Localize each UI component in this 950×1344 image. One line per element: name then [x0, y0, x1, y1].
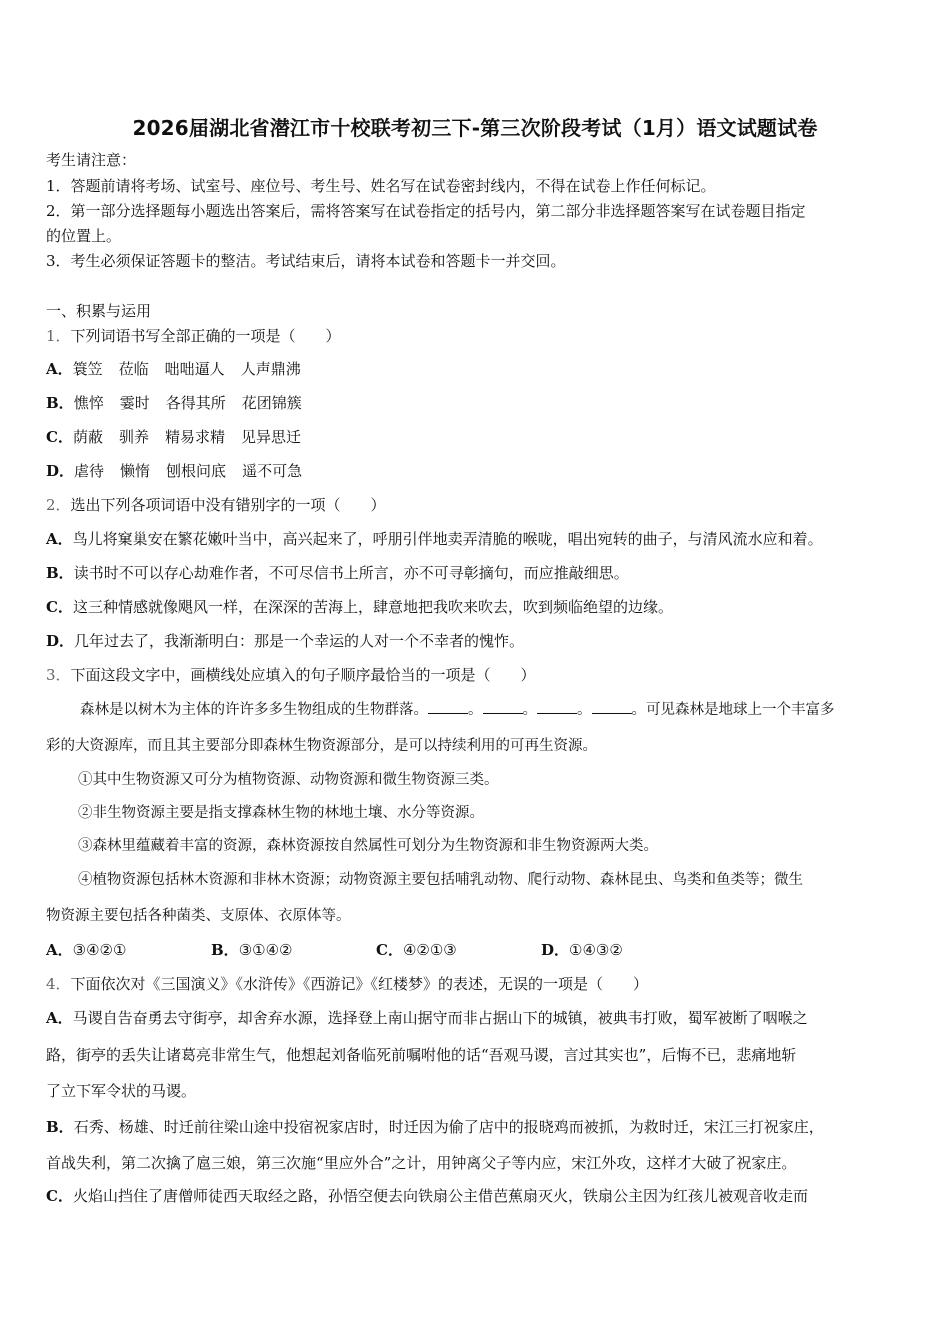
option-d[interactable]	[46, 461, 318, 481]
notice-item: 3．考生必须保证答题卡的整洁。考试结束后，请将本试卷和答题卡一并交回。	[46, 252, 566, 270]
page-title: 2026届湖北省潜江市十校联考初三下-第三次阶段考试（1月）语文试题试卷	[132, 116, 818, 140]
option-word: 见异思迁	[241, 428, 302, 446]
option-label: C．	[46, 1187, 73, 1205]
option-a-continued: 路，街亭的丢失让诸葛亮非常生气，他想起刘备临死前嘱咐他的话“吾观马谡，言过其实也”，后悔不已，悲痛地斩	[46, 1046, 797, 1064]
option-text: 读书时不可以存心劫难作者，不可尽信书上所言，亦不可寻彰摘句，而应推敲细思。	[73, 564, 629, 582]
question-number: 4．	[46, 975, 71, 993]
option-b-continued: 首战失利，第二次擒了扈三娘，第三次施“里应外合”之计，用钟离父子等内应，宋江外攻，这样才大破了祝家庄。	[46, 1154, 797, 1172]
option-word: 咄咄逼人	[164, 360, 225, 378]
fill-blank	[592, 699, 632, 714]
option-text: ③④②①	[72, 941, 127, 959]
passage-punct: 。	[522, 702, 537, 718]
question-number: 3．	[46, 666, 71, 684]
sentence-item: ①其中生物资源又可分为植物资源、动物资源和微生物资源三类。	[78, 772, 499, 788]
question-4-stem	[46, 974, 648, 994]
option-word: 憔悴	[73, 394, 104, 412]
option-label: B．	[211, 941, 239, 959]
notice-item: 1．答题前请将考场、试室号、座位号、考生号、姓名写在试卷密封线内，不得在试卷上作任何标记。	[46, 177, 716, 195]
notice-item: 的位置上。	[46, 227, 122, 245]
notice-item: 2．第一部分选择题每小题选出答案后，需将答案写在试卷指定的括号内，第二部分非选择题答案写在试卷题目指定	[46, 202, 806, 220]
option-c[interactable]	[376, 940, 541, 960]
option-word: 精易求精	[164, 428, 225, 446]
option-label: D．	[46, 632, 75, 650]
question-number: 2．	[46, 496, 71, 514]
passage-text: 森林是以树木为主体的许许多多生物组成的生物群落。	[80, 702, 428, 718]
option-d[interactable]	[541, 940, 706, 960]
question-2-stem	[46, 495, 386, 515]
option-word: 花团锦簇	[241, 394, 302, 412]
option-label: B．	[46, 564, 74, 582]
option-c[interactable]	[46, 427, 317, 447]
option-word: 驯养	[118, 428, 149, 446]
passage-line	[80, 699, 835, 720]
option-label: D．	[541, 941, 570, 959]
passage-text: 。可见森林是地球上一个丰富多	[631, 702, 835, 718]
question-text: 下面依次对《三国演义》《水浒传》《西游记》《红楼梦》的表述，无误的一项是（ ）	[70, 975, 649, 993]
option-word: 懒惰	[120, 462, 151, 480]
sentence-item: ④植物资源包括林木资源和非林木资源；动物资源主要包括哺乳动物、爬行动物、森林昆虫、鸟类和鱼类等；微生	[78, 872, 803, 888]
option-label: C．	[46, 428, 73, 446]
passage-punct: 。	[577, 702, 592, 718]
option-b[interactable]	[46, 393, 318, 413]
option-label: A．	[46, 360, 73, 378]
option-text: ③①④②	[238, 941, 293, 959]
option-text: 马谡自告奋勇去守街亭，却舍弃水源，选择登上南山据守而非占据山下的城镇，被典韦打败，蜀军被断了咽喉之	[72, 1009, 808, 1027]
option-label: D．	[46, 462, 75, 480]
option-b[interactable]	[46, 563, 629, 583]
fill-blank	[428, 699, 468, 714]
option-text: 这三种情感就像飓风一样，在深深的苦海上，肆意地把我吹来吹去，吹到频临绝望的边缘。	[72, 598, 673, 616]
sentence-item: ②非生物资源主要是指支撑森林生物的林地土壤、水分等资源。	[78, 805, 484, 821]
sentence-item: 物资源主要包括各种菌类、支原体、衣原体等。	[46, 908, 351, 924]
sentence-item: ③森林里蕴藏着丰富的资源，森林资源按自然属性可划分为生物资源和非生物资源两大类。	[78, 838, 658, 854]
section-heading: 一、积累与运用	[46, 302, 152, 320]
question-text: 选出下列各项词语中没有错别字的一项（ ）	[70, 496, 386, 514]
option-text: 火焰山挡住了唐僧师徒西天取经之路，孙悟空便去向铁扇公主借芭蕉扇灭火，铁扇公主因为红孩儿被观音收走而	[72, 1187, 808, 1205]
option-word: 荫蔽	[72, 428, 103, 446]
option-label: C．	[376, 941, 403, 959]
question-3-stem	[46, 665, 536, 685]
option-word: 人声鼎沸	[240, 360, 301, 378]
option-word: 霎时	[119, 394, 150, 412]
option-label: A．	[46, 530, 73, 548]
option-label: B．	[46, 394, 74, 412]
fill-blank	[537, 699, 577, 714]
option-a-continued: 了立下军令状的马谡。	[46, 1082, 197, 1100]
option-text: 几年过去了，我渐渐明白：那是一个幸运的人对一个不幸者的愧怍。	[74, 632, 525, 650]
question-3-options	[46, 940, 706, 960]
option-label: A．	[46, 1009, 73, 1027]
passage-punct: 。	[468, 702, 483, 718]
option-word: 刨根问底	[166, 462, 227, 480]
option-word: 虐待	[74, 462, 105, 480]
passage-line: 彩的大资源库，而且其主要部分即森林生物资源部分，是可以持续利用的可再生资源。	[46, 738, 597, 754]
option-a[interactable]	[46, 940, 211, 960]
option-text: 石秀、杨雄、时迁前往梁山途中投宿祝家店时，时迁因为偷了店中的报晓鸡而被抓，为救时迁，宋江三打祝家庄，	[73, 1118, 824, 1136]
option-word: 簑笠	[72, 360, 103, 378]
option-label: B．	[46, 1118, 74, 1136]
option-a[interactable]	[46, 529, 823, 549]
option-label: A．	[46, 941, 73, 959]
option-a[interactable]	[46, 1008, 808, 1028]
question-text: 下面这段文字中，画横线处应填入的句子顺序最恰当的一项是（ ）	[70, 666, 536, 684]
option-word: 遥不可急	[242, 462, 303, 480]
option-c[interactable]	[46, 597, 673, 617]
option-c[interactable]	[46, 1186, 808, 1206]
option-text: ①④③②	[569, 941, 623, 959]
question-number: 1．	[46, 327, 71, 345]
option-text: ④②①③	[402, 941, 457, 959]
option-b[interactable]	[211, 940, 376, 960]
question-text: 下列词语书写全部正确的一项是（ ）	[70, 327, 341, 345]
option-a[interactable]	[46, 359, 317, 379]
option-text: 鸟儿将窠巢安在繁花嫩叶当中，高兴起来了，呼朋引伴地卖弄清脆的喉咙，唱出宛转的曲子，与清风流水应和着。	[72, 530, 823, 548]
question-1-stem	[46, 326, 341, 346]
option-d[interactable]	[46, 631, 524, 651]
notice-heading: 考生请注意：	[46, 151, 137, 169]
option-word: 各得其所	[165, 394, 226, 412]
option-label: C．	[46, 598, 73, 616]
fill-blank	[483, 699, 523, 714]
option-word: 莅临	[118, 360, 149, 378]
option-b[interactable]	[46, 1117, 824, 1137]
